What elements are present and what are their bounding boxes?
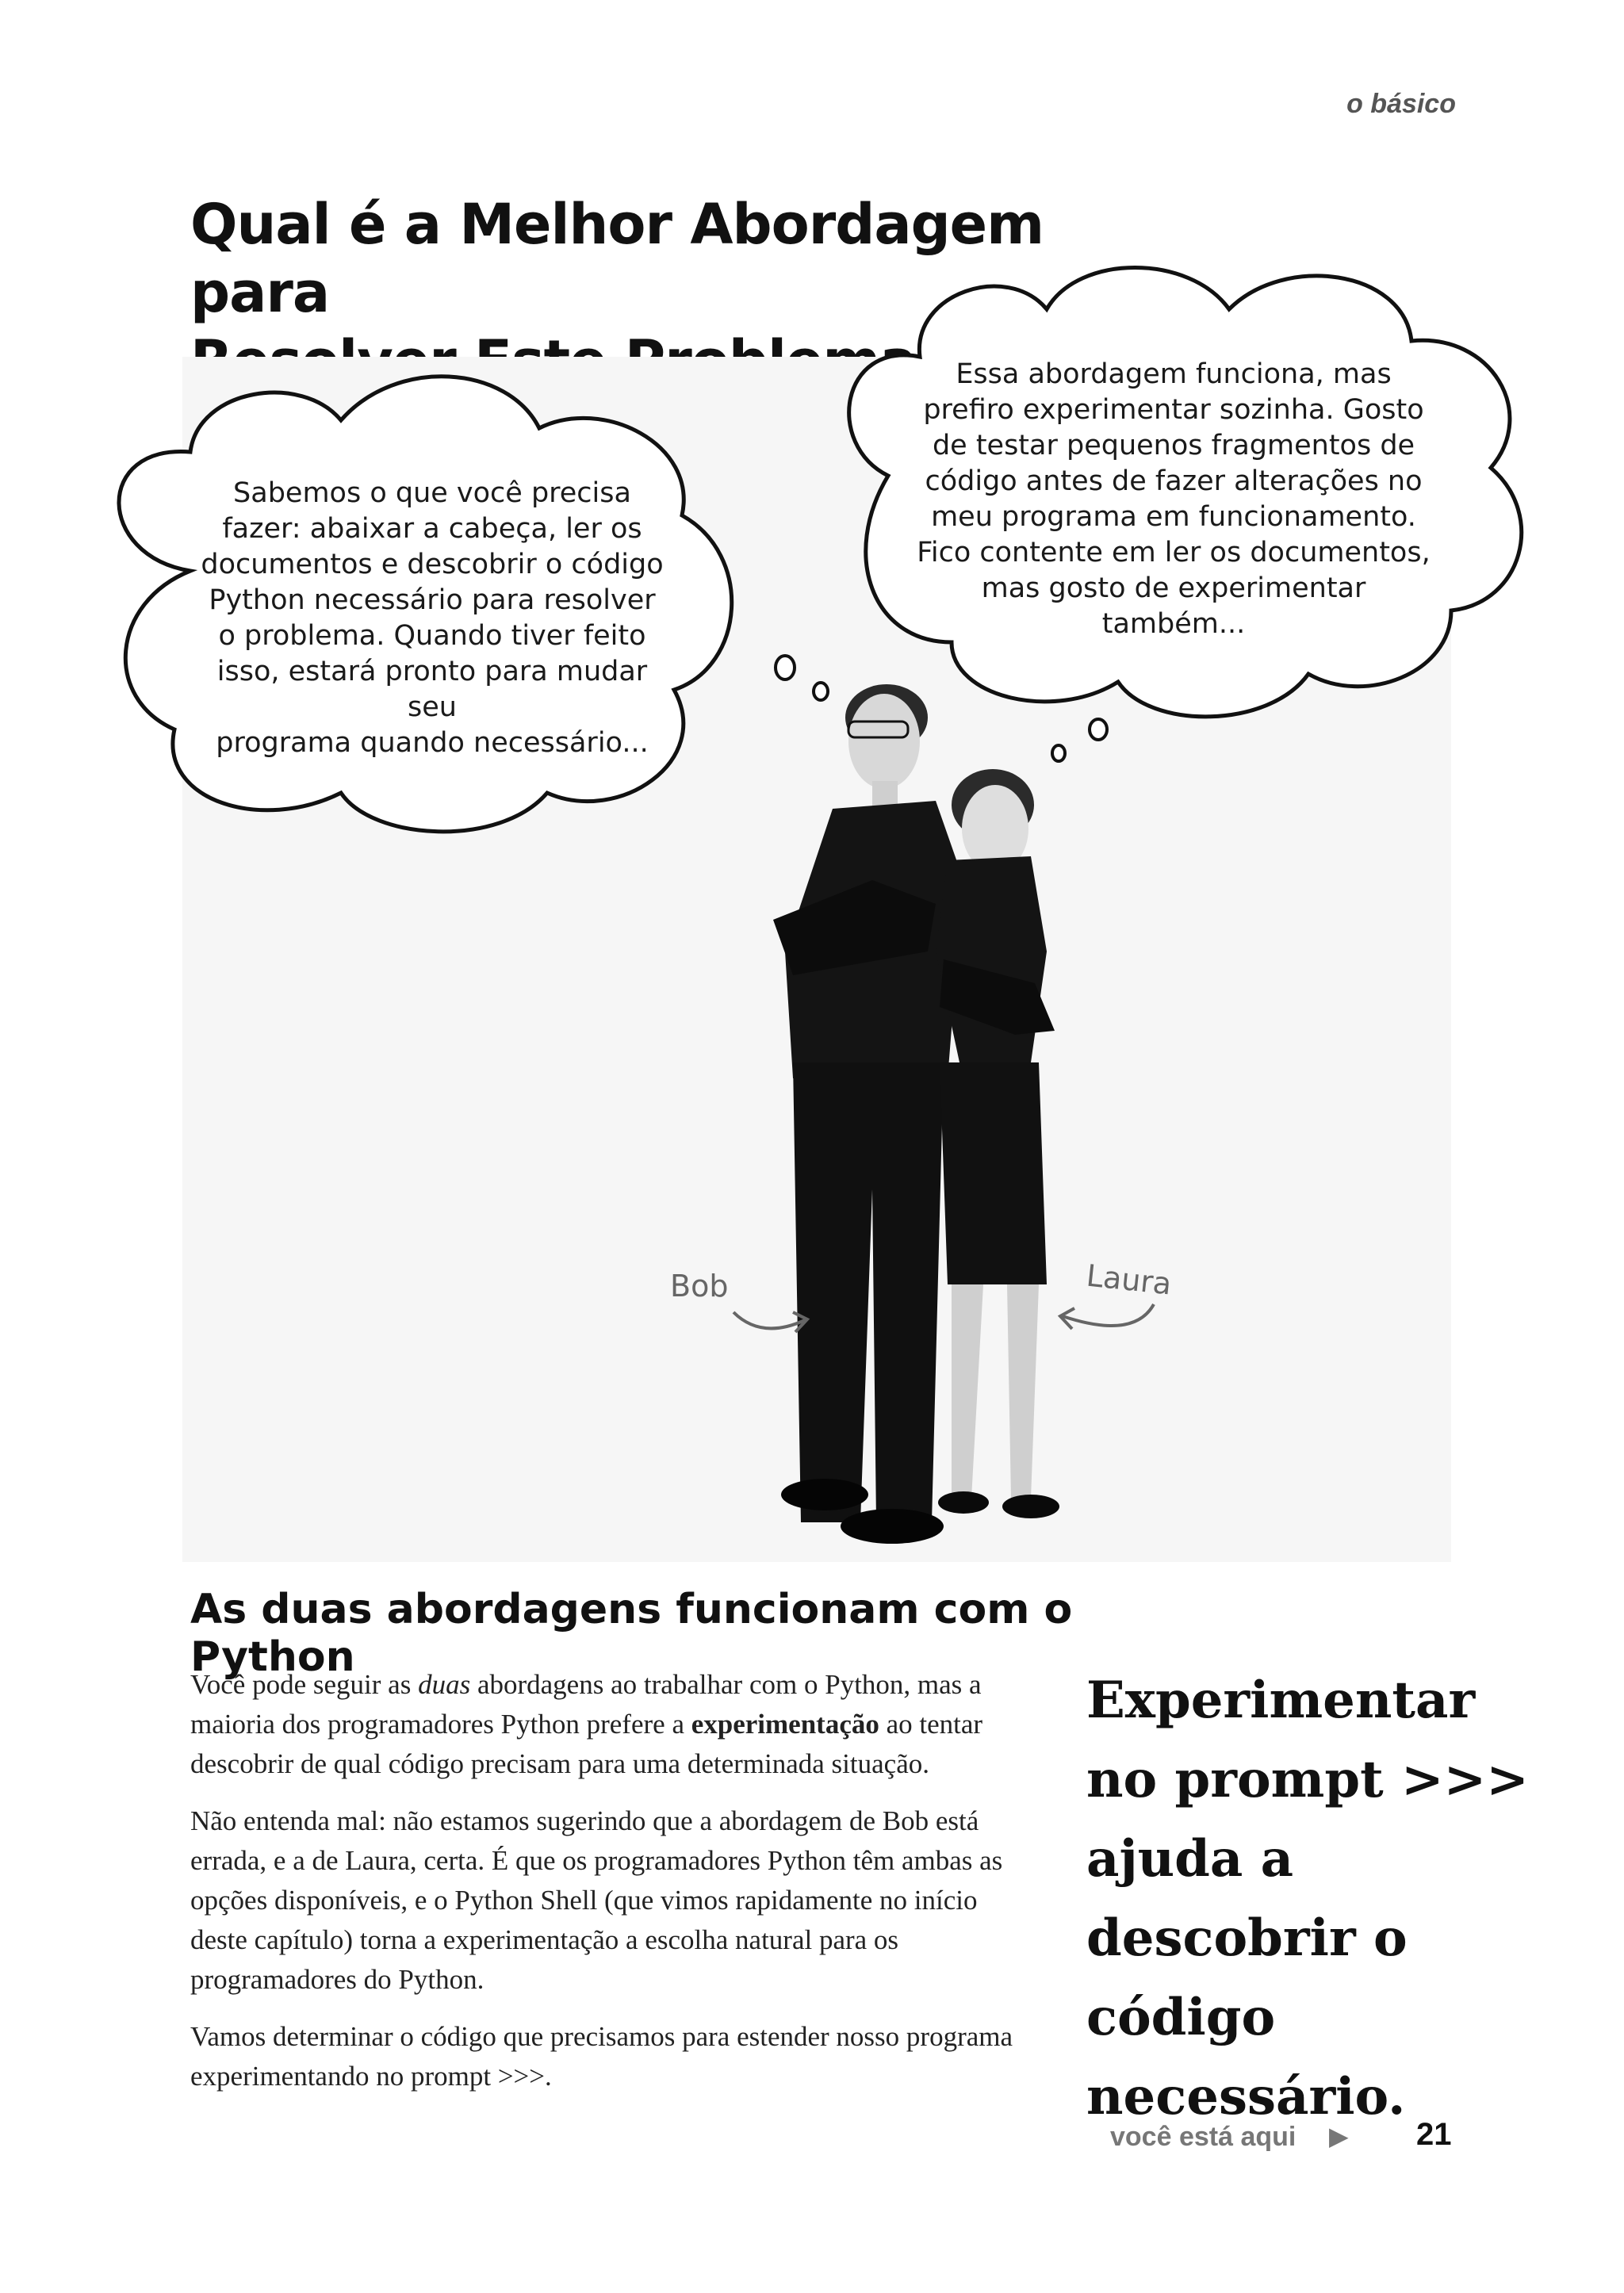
laura-thought-line: meu programa em funcionamento. bbox=[931, 501, 1416, 533]
bob-head bbox=[848, 694, 920, 789]
section-heading: As duas abordagens funcionam com o Python bbox=[190, 1586, 1073, 1681]
bob-thought-line: o problema. Quando tiver feito bbox=[218, 620, 646, 652]
laura-thought-bubble-small bbox=[1052, 745, 1065, 761]
strong-experimentacao: experimentação bbox=[691, 1709, 879, 1740]
bob-shoe-left bbox=[781, 1479, 868, 1510]
bob-thought-line: isso, estará pronto para mudar seu bbox=[216, 656, 648, 723]
laura-shoe-left bbox=[938, 1491, 989, 1514]
laura-label: Laura bbox=[1084, 1258, 1174, 1302]
laura-figure bbox=[936, 769, 1059, 1518]
bob-thought-line: documentos e descobrir o código bbox=[201, 549, 664, 580]
laura-thought-line: mas gosto de experimentar também... bbox=[981, 572, 1366, 640]
page-title-line-1: Qual é a Melhor Abordagem para bbox=[190, 192, 1044, 325]
bob-thought-text bbox=[190, 476, 674, 761]
bob-label: Bob bbox=[670, 1269, 729, 1303]
body-copy bbox=[190, 1665, 1023, 2114]
bob-figure bbox=[773, 684, 963, 1544]
bob-thought-bubble-small bbox=[814, 683, 828, 700]
laura-thought-line: de testar pequenos fragmentos de bbox=[932, 430, 1415, 461]
you-are-here-label: você está aqui bbox=[1110, 2122, 1297, 2152]
emphasis-duas: duas bbox=[418, 1669, 471, 1700]
laura-shoe-right bbox=[1002, 1495, 1059, 1518]
bob-legs bbox=[793, 1062, 944, 1522]
triangle-right-icon: ▶ bbox=[1329, 2121, 1349, 2151]
laura-thought-line: Fico contente em ler os documentos, bbox=[917, 537, 1431, 568]
bob-thought-line: Sabemos o que você precisa bbox=[233, 477, 631, 509]
laura-thought-line: prefiro experimentar sozinha. Gosto bbox=[923, 394, 1424, 426]
laura-thought-line: código antes de fazer alterações no bbox=[925, 465, 1423, 497]
bob-thought-line: fazer: abaixar a cabeça, ler os bbox=[222, 513, 642, 545]
laura-arrow-icon bbox=[1063, 1304, 1154, 1326]
bob-arrow-icon bbox=[733, 1312, 805, 1328]
laura-thought-text bbox=[912, 357, 1435, 642]
section-label: o básico bbox=[1346, 89, 1456, 119]
bob-shoe-right bbox=[841, 1509, 944, 1544]
bob-thought-line: Python necessário para resolver bbox=[209, 584, 656, 616]
bob-thought-bubble-large bbox=[776, 656, 795, 679]
bob-thought-line: programa quando necessário... bbox=[216, 727, 649, 759]
page-number: 21 bbox=[1416, 2117, 1452, 2152]
paragraph-2: Não entenda mal: não estamos sugerindo que a abordagem de Bob está errada, e a de Laura, certa. É que os programadores Python têm ambas as opções disponíveis, e o Python Shell (que vimos rapidamente no início deste capítulo) torna a experimentação a escolha natural para os programadores do Python. bbox=[190, 1805, 1003, 1995]
paragraph-1: Você pode seguir as duas abordagens ao trabalhar com o Python, mas a maioria dos programadores Python prefere a experimentação ao tentar descobrir de qual código precisam para uma determinada situação. bbox=[190, 1669, 983, 1779]
pull-quote: Experimentar no prompt >>> ajuda a descobrir o código necessário. bbox=[1086, 1671, 1529, 2126]
laura-thought-line: Essa abordagem funciona, mas bbox=[956, 358, 1392, 390]
laura-legs bbox=[952, 1284, 1039, 1499]
laura-skirt bbox=[940, 1062, 1047, 1284]
paragraph-3: Vamos determinar o código que precisamos para estender nosso programa experimentando no prompt >>>. bbox=[190, 2021, 1013, 2092]
laura-thought-bubble-large bbox=[1090, 719, 1107, 740]
